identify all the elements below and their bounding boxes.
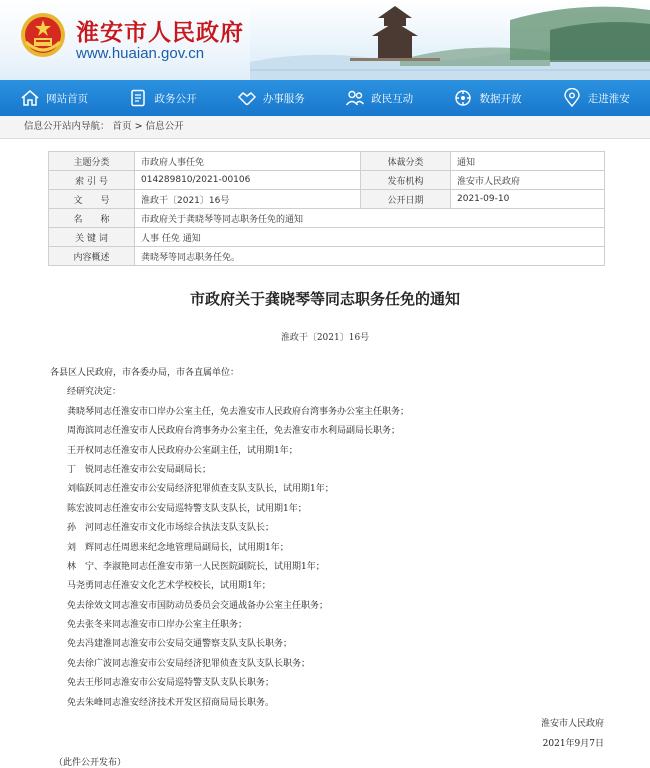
site-header bbox=[0, 0, 650, 80]
page-title: 市政府关于龚晓琴等同志职务任免的通知 bbox=[189, 290, 460, 308]
location-icon bbox=[562, 88, 582, 108]
body-line: 陈宏波同志任淮安市公安局巡特警支队支队长，试用期1年； bbox=[67, 503, 307, 514]
meta-value-publish-date: 2021-09-10 bbox=[451, 190, 605, 209]
table-row bbox=[49, 228, 605, 247]
body-line: 刘临跃同志任淮安市公安局经济犯罪侦查支队支队长，试用期1年； bbox=[67, 484, 334, 495]
publish-note: （此件公开发布） bbox=[54, 758, 127, 768]
meta-key-keywords: 关 键 词 bbox=[49, 228, 135, 247]
body-line: 王开权同志任淮安市人民政府办公室副主任，试用期1年； bbox=[67, 445, 298, 456]
meta-key-index: 索 引 号 bbox=[49, 171, 135, 190]
signature-date: 2021年9月7日 bbox=[542, 739, 604, 749]
people-icon bbox=[345, 88, 365, 108]
signature-org: 淮安市人民政府 bbox=[540, 719, 604, 729]
document-icon bbox=[128, 88, 148, 108]
breadcrumb-home-link[interactable]: 首页 bbox=[112, 121, 132, 132]
meta-key-summary: 内容概述 bbox=[49, 247, 135, 266]
home-icon bbox=[20, 88, 40, 108]
body-line: 经研究决定： bbox=[67, 387, 122, 398]
meta-value-publisher: 淮安市人民政府 bbox=[451, 171, 605, 190]
document-body bbox=[50, 364, 610, 713]
table-row bbox=[49, 152, 605, 171]
meta-key-publish-date: 公开日期 bbox=[361, 190, 451, 209]
body-line: 林 宁、李淑艳同志任淮安市第一人民医院副院长，试用期1年； bbox=[67, 561, 325, 572]
meta-key-doc-number: 文 号 bbox=[49, 190, 135, 209]
site-url[interactable]: www.huaian.gov.cn bbox=[76, 45, 205, 62]
body-line: 周海滨同志任淮安市人民政府台湾事务办公室主任，免去淮安市水利局副局长职务； bbox=[67, 426, 401, 437]
meta-value-name: 市政府关于龚晓琴等同志职务任免的通知 bbox=[135, 209, 605, 228]
national-emblem-icon bbox=[20, 12, 66, 58]
breadcrumb-current-link[interactable]: 信息公开 bbox=[145, 121, 184, 132]
body-line: 龚晓琴同志任淮安市口岸办公室主任，免去淮安市人民政府台湾事务办公室主任职务； bbox=[67, 406, 410, 417]
nav-item-about-huaian[interactable]: 走进淮安 bbox=[542, 80, 650, 116]
nav-item-home[interactable]: 网站首页 bbox=[0, 80, 108, 116]
site-title[interactable]: 淮安市人民政府 bbox=[76, 20, 244, 46]
meta-key-publisher: 发布机构 bbox=[361, 171, 451, 190]
salutation: 各县区人民政府，市各委办局，市各直属单位： bbox=[50, 368, 240, 378]
breadcrumb-separator: > bbox=[134, 121, 143, 132]
document-number: 淮政干〔2021〕16号 bbox=[280, 333, 370, 343]
meta-value-topic: 市政府人事任免 bbox=[135, 152, 361, 171]
meta-value-keywords: 人事 任免 通知 bbox=[135, 228, 605, 247]
table-row bbox=[49, 171, 605, 190]
meta-key-topic: 主题分类 bbox=[49, 152, 135, 171]
breadcrumb bbox=[0, 116, 650, 139]
meta-value-index: 014289810/2021-00106 bbox=[135, 171, 361, 190]
body-line: 丁 锐同志任淮安市公安局副局长； bbox=[67, 464, 212, 475]
body-line: 免去冯建淮同志淮安市公安局交通警察支队支队长职务； bbox=[67, 639, 293, 650]
nav-item-open-data[interactable]: 数据开放 bbox=[433, 80, 541, 116]
body-line: 刘 辉同志任周恩来纪念地管理局副局长，试用期1年； bbox=[67, 542, 289, 553]
handshake-icon bbox=[237, 88, 257, 108]
table-row bbox=[49, 209, 605, 228]
table-row bbox=[49, 190, 605, 209]
data-icon bbox=[453, 88, 473, 108]
nav-item-interaction[interactable]: 政民互动 bbox=[325, 80, 433, 116]
nav-item-gov-affairs[interactable]: 政务公开 bbox=[108, 80, 216, 116]
body-line: 免去徐效文同志淮安市国防动员委员会交通战备办公室主任职务； bbox=[67, 600, 329, 611]
nav-item-services[interactable]: 办事服务 bbox=[217, 80, 325, 116]
meta-key-name: 名 称 bbox=[49, 209, 135, 228]
meta-value-summary: 龚晓琴等同志职务任免。 bbox=[135, 247, 605, 266]
body-line: 免去张冬来同志淮安市口岸办公室主任职务； bbox=[67, 620, 248, 631]
breadcrumb-prefix: 信息公开站内导航： bbox=[24, 121, 110, 132]
main-nav bbox=[0, 80, 650, 116]
meta-value-genre: 通知 bbox=[451, 152, 605, 171]
body-line: 免去徐广波同志淮安市公安局经济犯罪侦查支队支队长职务； bbox=[67, 658, 311, 669]
body-line: 孙 河同志任淮安市文化市场综合执法支队支队长； bbox=[67, 523, 275, 534]
document-meta-table bbox=[48, 151, 605, 266]
body-line: 免去朱峰同志淮安经济技术开发区招商局局长职务。 bbox=[67, 697, 275, 708]
body-line: 免去王彤同志淮安市公安局巡特警支队支队长职务； bbox=[67, 678, 275, 689]
meta-value-doc-number: 淮政干〔2021〕16号 bbox=[135, 190, 361, 209]
body-line: 马尧勇同志任淮安文化艺术学校校长，试用期1年； bbox=[67, 581, 271, 592]
table-row bbox=[49, 247, 605, 266]
header-scenery-image bbox=[250, 0, 650, 80]
meta-key-genre: 体裁分类 bbox=[361, 152, 451, 171]
